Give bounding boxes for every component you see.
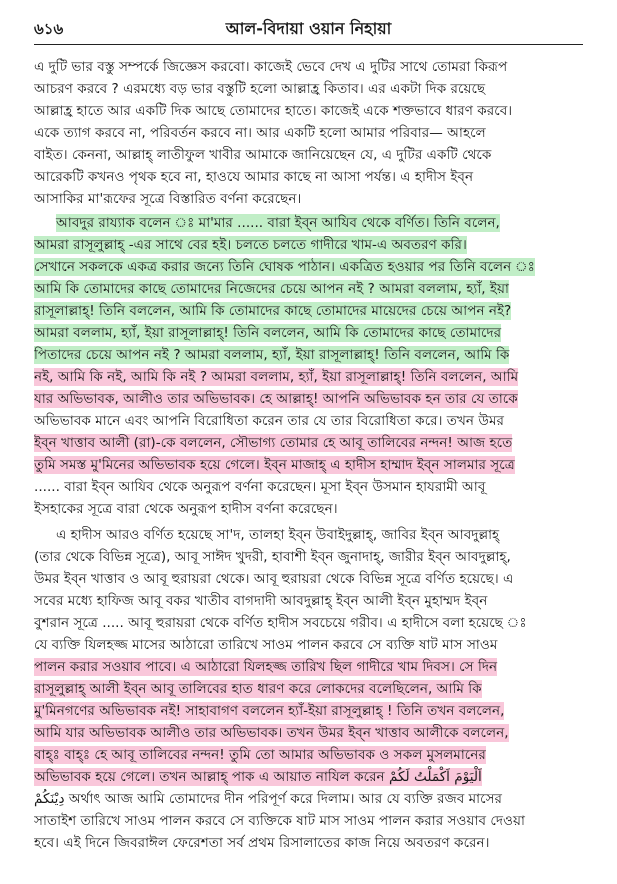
text-line: সবের মধ্যে হাফিজ আবূ বকর খাতীব বাগদাদী আবদুল্লাহ্ ইব্ন আলী ইব্ন মুহাম্মদ ইব্ন	[34, 593, 488, 609]
text-line: একে ত্যাগ করবে না, পরিবর্তন করবে না। আর একটি হলো আমার পরিবার— আহলে	[34, 125, 486, 141]
text-line: রাসূলুল্লাহ্ আলী ইব্ন আবূ তালিবের হাত ধারণ করে লোকদের বলেছিলেন, আমি কি	[34, 681, 482, 697]
text-line: হবে। এই দিনে জিবরাঈল ফেরেশতা সর্ব প্রথম রিসালাতের কাজ নিয়ে অবতরণ করেন।	[34, 835, 490, 851]
text-line: মু'মিনগণের অভিভাবক নই! সাহাবাগণ বললেন হ্যাঁ-ইয়া রাসূলুল্লাহ্ ! তিনি তখন বললেন,	[34, 703, 505, 719]
text-line: ইসহাকের সূত্রে বারা থেকে অনুরূপ হাদীস বর্ণনা করেছেন।	[34, 501, 338, 517]
text-line: উমর ইব্ন খাত্তাব ও আবূ হুরায়রা থেকে। আবূ হুরায়রা থেকে বিভিন্ন সূত্রে বর্ণিত হয়েছে। এ	[34, 571, 514, 587]
text-line: আমরা রাসূলুল্লাহ্ -এর সাথে বের হই। চলতে চলতে গাদীরে খাম-এ অবতরণ করি।	[34, 237, 467, 253]
running-title: আল-বিদায়া ওয়ান নিহায়া	[225, 19, 392, 38]
text-line: তুমি সমস্ত মু'মিনের অভিভাবক হয়ে গেলে। ইব্ন মাজাহ্ এ হাদীস হাম্মাদ ইব্ন সালমার সূত্রে	[34, 457, 515, 473]
text-line: বুশরান সূত্রে ..... আবূ হুরায়রা থেকে বর্ণিত হাদীস সবচেয়ে গরীব। এ হাদীসে বলা হয়েছে ঃ	[34, 615, 527, 631]
text-line: ...... বারা ইব্ন আযিব থেকে অনুরূপ বর্ণনা করেছেন। মূসা ইব্ন উসমান হাযরামী আবূ	[34, 479, 486, 495]
text-line: আল্লাহ্র হাতে আর একটি দিক আছে তোমাদের হাতে। কাজেই একে শক্তভাবে ধারণ করবে।	[34, 103, 513, 119]
text-line: যে ব্যক্তি যিলহজ্জ মাসের আঠারো তারিখে সাওম পালন করবে সে ব্যক্তি ষাট মাস সাওম	[34, 637, 498, 653]
text-line: বাহ্ঃ বাহ্ঃ হে আবূ তালিবের নন্দন! তুমি তো আমার অভিভাবক ও সকল মুসলমানের	[34, 747, 486, 763]
text-line: রাসূলাল্লাহ্! তিনি বললেন, আমি কি তোমাদের কাছে তোমাদের মায়েদের চেয়ে আপন নই?	[34, 303, 512, 319]
text-line: পিতাদের চেয়ে আপন নই ? আমরা বললাম, হ্যাঁ, ইয়া রাসূলাল্লাহ্! তিনি বললেন, আমি কি	[34, 347, 510, 363]
text-line: বাইত। কেননা, আল্লাহ্ লাতীফুল খাবীর আমাকে জানিয়েছেন যে, এ দুটির একটি থেকে	[34, 147, 492, 163]
text-line: আমি কি তোমাদের কাছে তোমাদের নিজেদের চেয়ে আপন নই ? আমরা বললাম, হ্যাঁ, ইয়া	[34, 281, 509, 297]
page-header	[34, 16, 583, 42]
text-line: ইব্ন খাত্তাব আলী (রা)-কে বললেন, সৌভাগ্য তোমার হে আবূ তালিবের নন্দন! আজ হতে	[34, 435, 513, 451]
text-line: অভিভাবক হয়ে গেলে। তখন আল্লাহ্ পাক এ আয়াত নাযিল করেন اَلْيَوْمَ اَكْمَلْتُ لَكُمْ	[34, 769, 482, 785]
text-line: আবদুর রায্যাক বলেন ঃ মা'মার ...... বারা ইব্ন আযিব থেকে বর্ণিত। তিনি বলেন,	[56, 215, 500, 231]
text-line: আরেকটি কখনও পৃথক হবে না, হাওযে আমার কাছে না আসা পর্যন্ত। এ হাদীস ইব্ন	[34, 169, 474, 185]
text-line: সাতাইশ তারিখে সাওম পালন করবে সে ব্যক্তিকে ষাট মাস সাওম পালন করার সওয়াব দেওয়া	[34, 813, 525, 829]
text-line: আচরণ করবে ? এরমধ্যে বড় ভার বস্তুটি হলো আল্লাহ্র কিতাব। এর একটা দিক রয়েছে	[34, 81, 486, 97]
text-line: আমি যার অভিভাবক আলীও তার অভিভাবক। তখন উমর ইব্ন খাত্তাব আলীকে বললেন,	[34, 725, 509, 741]
text-line: (তার থেকে বিভিন্ন সূত্রে), আবূ সাঈদ খুদরী, হাবাশী ইব্ন জুনাদাহ্, জারীর ইব্ন আবদুল্লাহ্,	[34, 549, 511, 565]
text-line: আসাকির মা'রূফের সূত্রে বিস্তারিত বর্ণনা করেছেন।	[34, 191, 302, 207]
text-line: এ হাদীস আরও বর্ণিত হয়েছে সা'দ, তালহা ইব্ন উবাইদুল্লাহ্, জাবির ইব্ন আবদুল্লাহ্	[56, 527, 500, 543]
text-line: নই, আমি কি নই, আমি কি নই ? আমরা বললাম, হ্যাঁ, ইয়া রাসূলাল্লাহ্! তিনি বললেন, আমি	[34, 369, 519, 385]
header-rule	[34, 44, 583, 45]
page-number: ৬১৬	[34, 20, 64, 38]
text-line: আমরা বললাম, হ্যাঁ, ইয়া রাসূলাল্লাহ্! তিনি বললেন, আমি কি তোমাদের কাছে তোমাদের	[34, 325, 502, 341]
text-line: এ দুটি ভার বস্তু সম্পর্কে জিজ্ঞেস করবো। কাজেই ভেবে দেখ এ দুটির সাথে তোমরা কিরূপ	[34, 59, 508, 75]
text-line: অভিভাবক মানে এবং আপনি বিরোধিতা করেন তার যে তার বিরোধিতা করে। তখন উমর	[34, 413, 504, 429]
text-line: যার অভিভাবক, আলীও তার অভিভাবক। হে আল্লাহ্! আপনি অভিভাবক হন তার যে তাকে	[34, 391, 518, 407]
text-line: دِيْنَكُمْ অর্থাৎ আজ আমি তোমাদের দীন পরিপূর্ণ করে দিলাম। আর যে ব্যক্তি রজব মাসের	[34, 791, 503, 807]
text-line: পালন করার সওয়াব পাবে। এ আঠারো যিলহজ্জ তারিখ ছিল গাদীরে খাম দিবস। সে দিন	[34, 659, 498, 675]
text-line: সেখানে সকলকে একত্র করার জন্যে তিনি ঘোষক পাঠান। একত্রিত হওয়ার পর তিনি বলেন ঃ	[34, 259, 535, 275]
